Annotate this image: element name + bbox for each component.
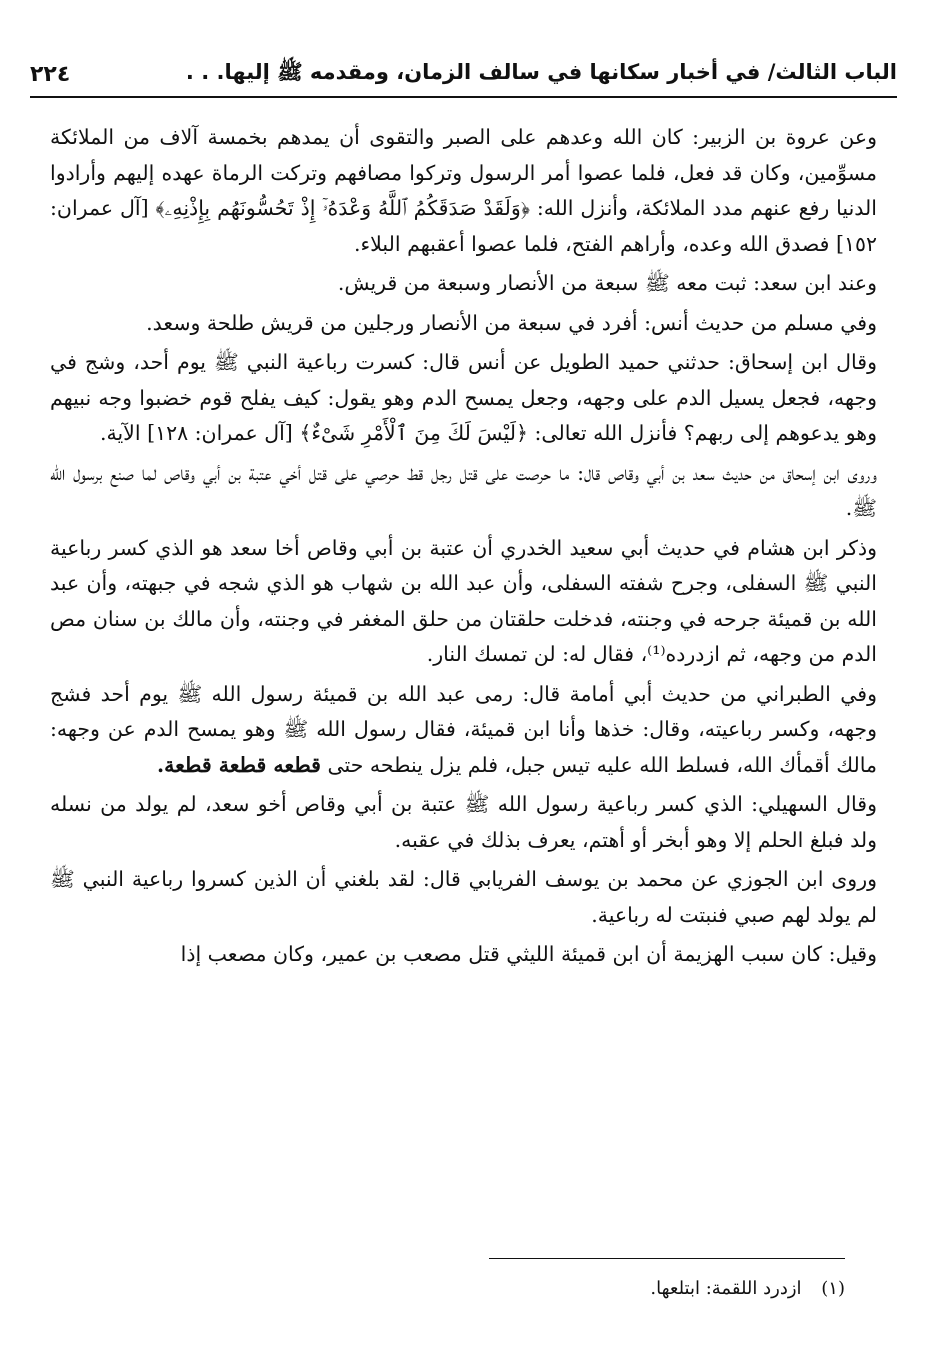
paragraph-ibn-jawzi: وروى ابن الجوزي عن محمد بن يوسف الفريابي قال: لقد بلغني أن الذين كسروا رباعية النبي ﷺ لم يولد لهم صبي فنبتت له رباعية. bbox=[50, 867, 877, 927]
paragraph-defeat-cause: وقيل: كان سبب الهزيمة أن ابن قميئة الليثي قتل مصعب بن عمير، وكان مصعب إذا bbox=[180, 942, 877, 966]
paragraph-ibn-saad: وعند ابن سعد: ثبت معه ﷺ سبعة من الأنصار وسبعة من قريش. bbox=[337, 271, 877, 295]
header-divider bbox=[30, 96, 897, 98]
footnote bbox=[400, 1276, 845, 1302]
paragraph-saad-bin-abi-waqqas: وروى ابن إسحاق من حديث سعد بن أبي وقاص قال: ما حرصت على قتل رجل قط حرصي على قتل أخي عتبة بن أبي وقاص لما صنع برسول الله ﷺ. bbox=[50, 460, 877, 520]
running-header bbox=[30, 56, 897, 92]
paragraph-muslim: وفي مسلم من حديث أنس: أفرد في سبعة من الأنصار ورجلين من قريش طلحة وسعد. bbox=[146, 310, 877, 335]
paragraph-tabarani-text: وفي الطبراني من حديث أبي أمامة قال: رمى عبد الله بن قميئة رسول الله ﷺ يوم أحد فشج وجهه، وكسر رباعيته، وقال: خذها وأنا ابن قميئة، فقال رسول الله ﷺ وهو يمسح الدم عن وجهه: مالك أقمأك الله، فسلط الله عليه تيس جبل، فلم يزل ينطحه حتى bbox=[50, 681, 877, 777]
paragraph-suhayli: وقال السهيلي: الذي كسر رباعية رسول الله ﷺ عتبة بن أبي وقاص أخو سعد، لم يولد من نسله ولد فبلغ الحلم إلا وهو أبخر أو أهتم، يعرف بذلك في عقبه. bbox=[50, 792, 877, 852]
paragraph-urwa: وعن عروة بن الزبير: كان الله وعدهم على الصبر والتقوى أن يمدهم بخمسة آلاف من الملائكة مسوِّمين، وكان قد فعل، فلما عصوا أمر الرسول وتركوا مصافهم وتركت الرماة عهده إليهم وأرادوا الدنيا رفع عنهم مدد الملائكة، وأنزل الله: ﴿وَلَقَدْ صَدَقَكُمُ ٱللَّهُ وَعْدَهُۥٓ إِذْ تَحُسُّونَهُم بِإِذْنِهِۦ﴾ [آل عمران: ١٥٢] فصدق الله وعده، وأراهم الفتح، فلما عصوا أعقبهم البلاء. bbox=[50, 125, 877, 256]
footnote-text: ازدرد اللقمة: ابتلعها. bbox=[650, 1278, 802, 1299]
chapter-title: الباب الثالث/ في أخبار سكانها في سالف الزمان، ومقدمه ﷺ إليها. . . bbox=[185, 59, 897, 84]
page-number: ٢٢٤ bbox=[30, 61, 71, 87]
main-text bbox=[50, 120, 877, 977]
footnote-divider bbox=[489, 1258, 845, 1259]
paragraph-ibn-ishaq: وقال ابن إسحاق: حدثني حميد الطويل عن أنس قال: كسرت رباعية النبي ﷺ يوم أحد، وشج في وجهه، فجعل يسيل الدم على وجهه، وجعل يمسح الدم وهو يقول: كيف يفلح قوم خضبوا وجه نبيهم وهو يدعوهم إلى ربهم؟ فأنزل الله تعالى: ﴿لَيْسَ لَكَ مِنَ ٱلْأَمْرِ شَىْءٌ﴾ [آل عمران: ١٢٨] الآية. bbox=[50, 350, 877, 445]
paragraph-tabarani bbox=[50, 677, 877, 784]
footnote-number: (١) bbox=[821, 1278, 845, 1299]
paragraph-tabarani-bold: قطعه قطعة قطعة. bbox=[157, 752, 321, 777]
paragraph-ibn-hisham: وذكر ابن هشام في حديث أبي سعيد الخدري أن عتبة بن أبي وقاص أخا سعد هو الذي كسر رباعية النبي ﷺ السفلى، وجرح شفته السفلى، وأن عبد الله بن شهاب هو الذي شجه في جبهته، وأن عبد الله بن قميئة جرحه في وجنته، فدخلت حلقتان من حلق المغفر في وجنته، وأن مالك بن سنان مص الدم من وجهه، ثم ازدرده⁽¹⁾، فقال له: لن تمسك النار. bbox=[50, 535, 877, 666]
